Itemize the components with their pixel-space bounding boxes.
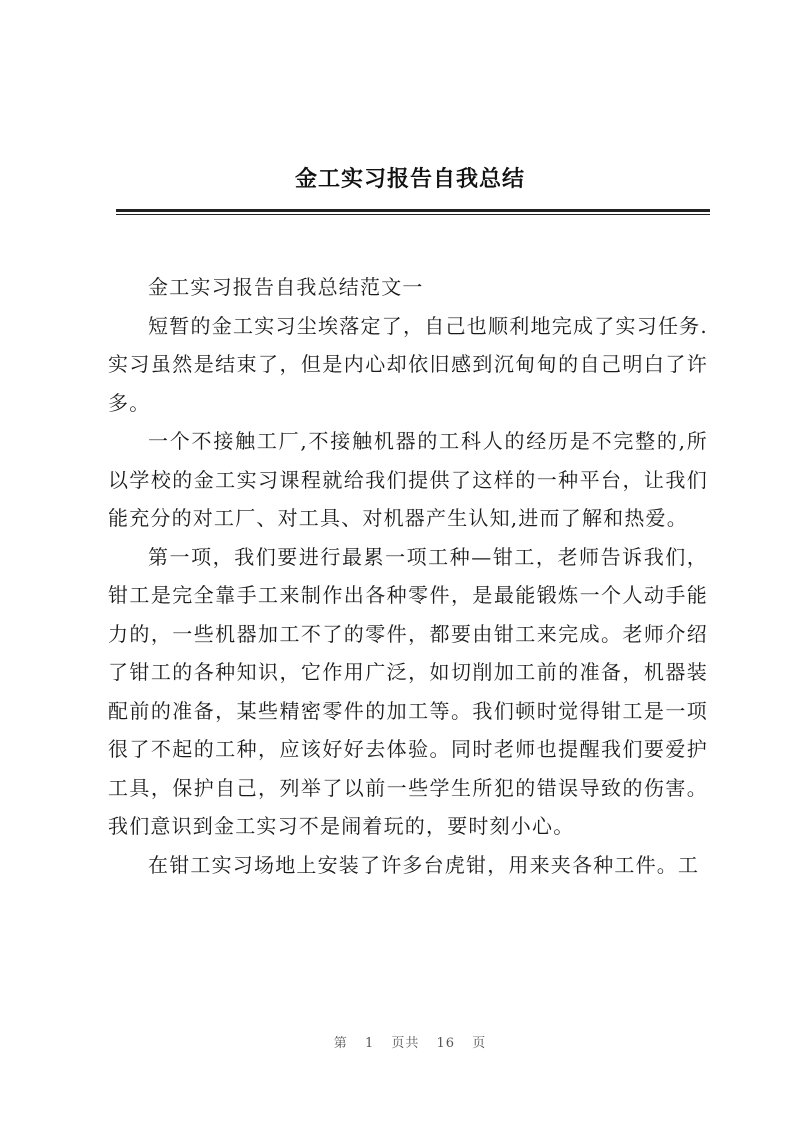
title-divider — [116, 209, 710, 212]
footer-middle: 页共 — [391, 1036, 420, 1051]
paragraph: 一个不接触工厂,不接触机器的工科人的经历是不完整的,所以学校的金工实习课程就给我们提供了这样的一种平台，让我们能充分的对工厂、对工具、对机器产生认知,进而了解和热爱。 — [108, 429, 708, 530]
footer-current-page: 1 — [364, 1036, 375, 1051]
section-heading: 金工实习报告自我总结范文一 — [148, 275, 424, 299]
footer-suffix: 页 — [472, 1036, 487, 1051]
paragraph: 在钳工实习场地上安装了许多台虎钳，用来夹各种工件。工 — [148, 852, 700, 877]
footer-prefix: 第 — [333, 1036, 348, 1051]
document-title: 金工实习报告自我总结 — [294, 167, 525, 192]
paragraph: 短暂的金工实习尘埃落定了，自己也顺利地完成了实习任务.实习虽然是结束了，但是内心却依旧感到沉甸甸的自己明白了许多。 — [108, 313, 708, 415]
title-divider-thin — [116, 214, 710, 215]
page-footer — [0, 1032, 800, 1051]
document-body — [108, 268, 708, 884]
footer-total-pages: 16 — [436, 1036, 456, 1051]
paragraph: 第一项，我们要进行最累一项工种—钳工，老师告诉我们，钳工是完全靠手工来制作出各种零件，是最能锻炼一个人动手能力的，一些机器加工不了的零件，都要由钳工来完成。老师介绍了钳工的各种知识，它作用广泛，如切削加工前的准备，机器装配前的准备，某些精密零件的加工等。我们顿时觉得钳工是一项很了不起的工种，应该好好去体验。同时老师也提醒我们要爱护工具，保护自己，列举了以前一些学生所犯的错误导致的伤害。我们意识到金工实习不是闹着玩的，要时刻小心。 — [108, 544, 708, 838]
